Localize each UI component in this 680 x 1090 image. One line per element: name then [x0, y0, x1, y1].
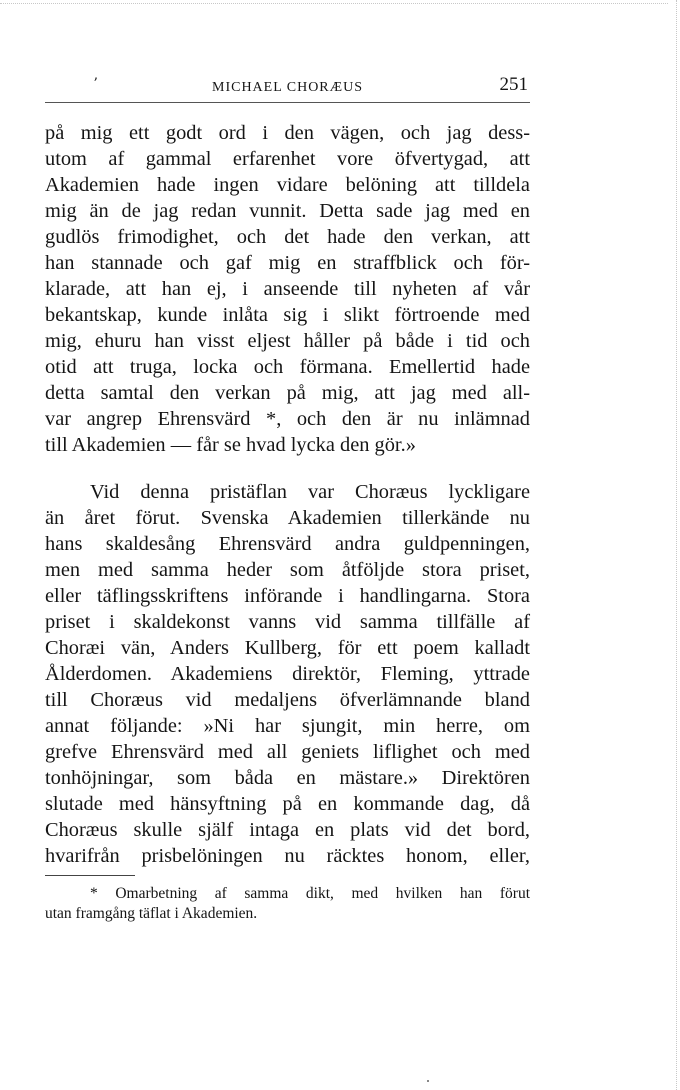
paragraph-1	[45, 120, 530, 458]
text-line: till Choræus vid medaljens öfverlämnande bland	[45, 689, 530, 711]
text-line: än året förut. Svenska Akademien tillerkände nu	[45, 507, 530, 529]
text-line: till Akademien — får se hvad lycka den gör.»	[45, 434, 416, 456]
text-line: hvarifrån prisbelöningen nu räcktes honom, eller,	[45, 845, 530, 867]
footnote-rule	[45, 875, 135, 876]
text-line: tonhöjningar, som båda en mästare.» Direktören	[45, 767, 530, 789]
text-line: klarade, att han ej, i anseende till nyheten af vår	[45, 278, 530, 300]
text-line: hans skaldesång Ehrensvärd andra guldpenningen,	[45, 533, 530, 555]
scan-edge-right	[676, 0, 677, 1090]
text-line: utom af gammal erfarenhet vore öfvertygad, att	[45, 148, 530, 170]
scan-speck	[427, 1080, 429, 1082]
text-line: annat följande: »Ni har sjungit, min herre, om	[45, 715, 530, 737]
text-line: mig, ehuru han visst eljest håller på både i tid och	[45, 330, 530, 352]
text-line: slutade med hänsyftning på en kommande dag, då	[45, 793, 530, 815]
text-line: detta samtal den verkan på mig, att jag med all-	[45, 382, 530, 404]
text-line: Ålderdomen. Akademiens direktör, Fleming, yttrade	[45, 663, 530, 685]
footnote-line: * Omarbetning af samma dikt, med hvilken han förut	[90, 885, 530, 902]
text-line: Choræi vän, Anders Kullberg, för ett poem kalladt	[45, 637, 530, 659]
scan-edge-top	[0, 3, 668, 4]
page-header	[45, 74, 530, 103]
text-line: priset i skaldekonst vanns vid samma tillfälle af	[45, 611, 530, 633]
header-mark: ʼ	[93, 76, 98, 92]
text-line: på mig ett godt ord i den vägen, och jag dess-	[45, 122, 530, 144]
text-line: bekantskap, kunde inlåta sig i slikt förtroende med	[45, 304, 530, 326]
text-line: eller täflingsskriftens införande i handlingarna. Stora	[45, 585, 530, 607]
paragraph-2	[45, 479, 530, 869]
page-number: 251	[499, 74, 528, 95]
text-line: var angrep Ehrensvärd *, och den är nu inlämnad	[45, 408, 530, 430]
footnote	[45, 884, 530, 924]
footnote-line: utan framgång täflat i Akademien.	[45, 905, 258, 922]
text-line: mig än de jag redan vunnit. Detta sade jag med en	[45, 200, 530, 222]
text-line: men med samma heder som åtföljde stora priset,	[45, 559, 530, 581]
text-line: grefve Ehrensvärd med all geniets liflighet och med	[45, 741, 530, 763]
text-line: otid att truga, locka och förmana. Emellertid hade	[45, 356, 530, 378]
text-line: gudlös frimodighet, och det hade den verkan, att	[45, 226, 530, 248]
text-line: Akademien hade ingen vidare belöning att tilldela	[45, 174, 530, 196]
text-line: Vid denna pristäflan var Choræus lyckligare	[90, 481, 530, 503]
text-line: Choræus skulle själf intaga en plats vid det bord,	[45, 819, 530, 841]
running-head: MICHAEL CHORÆUS	[212, 80, 363, 95]
text-line: han stannade och gaf mig en straffblick och för-	[45, 252, 530, 274]
